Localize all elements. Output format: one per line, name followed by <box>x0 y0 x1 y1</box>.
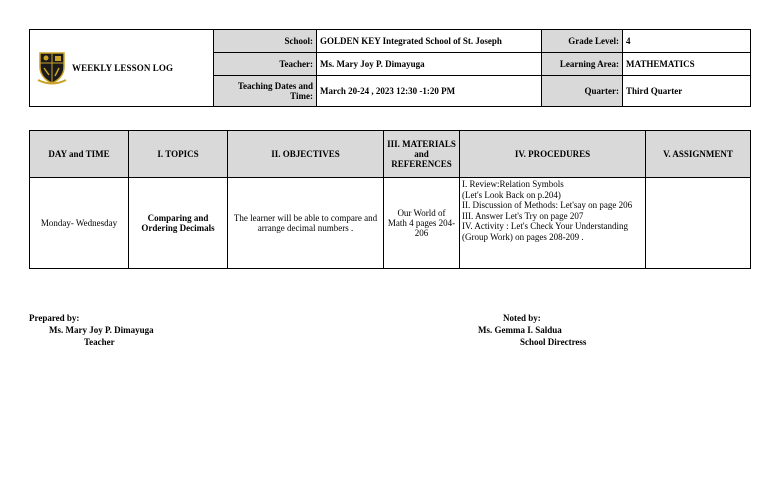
logo-cell <box>30 30 214 107</box>
table-header-row <box>30 131 751 178</box>
column-header: DAY and TIME <box>30 131 129 178</box>
prepared-by-block <box>29 312 154 348</box>
quarter-label: Quarter: <box>542 76 623 107</box>
column-header: V. ASSIGNMENT <box>646 131 751 178</box>
assignment-cell <box>646 178 751 269</box>
area-label: Learning Area: <box>542 53 623 76</box>
table-row <box>30 178 751 269</box>
lesson-table <box>29 130 751 269</box>
prepared-label: Prepared by: <box>29 313 80 323</box>
column-header: IV. PROCEDURES <box>460 131 646 178</box>
dates-label: Teaching Dates and Time: <box>214 76 317 107</box>
column-header: I. TOPICS <box>129 131 228 178</box>
column-header: III. MATERIALS and REFERENCES <box>384 131 460 178</box>
prepared-name: Ms. Mary Joy P. Dimayuga <box>49 325 154 335</box>
column-header: II. OBJECTIVES <box>228 131 384 178</box>
materials-cell: Our World of Math 4 pages 204-206 <box>384 178 460 269</box>
procedure-line: IV. Activity : Let's Check Your Understanding (Group Work) on pages 208-209 . <box>462 221 628 242</box>
procedure-line: (Let's Look Back on p.204) <box>462 189 561 200</box>
school-value: GOLDEN KEY Integrated School of St. Joseph <box>317 30 542 53</box>
procedure-line: II. Discussion of Methods: Let'say on page 206 <box>462 200 633 210</box>
teacher-label: Teacher: <box>214 53 317 76</box>
area-value: MATHEMATICS <box>623 53 751 76</box>
procedures-cell <box>460 178 646 269</box>
objective-cell: The learner will be able to compare and arrange decimal numbers . <box>228 178 384 269</box>
teacher-value: Ms. Mary Joy P. Dimayuga <box>317 53 542 76</box>
procedure-line: I. Review:Relation Symbols <box>462 179 564 189</box>
topic-cell: Comparing and Ordering Decimals <box>129 178 228 269</box>
school-seal-icon <box>37 51 67 85</box>
prepared-role: Teacher <box>84 337 115 347</box>
noted-by-block <box>478 312 586 348</box>
header-table <box>29 29 751 107</box>
noted-name: Ms. Gemma I. Saldua <box>478 325 562 335</box>
grade-value: 4 <box>623 30 751 53</box>
dates-value: March 20-24 , 2023 12:30 -1:20 PM <box>317 76 542 107</box>
grade-label: Grade Level: <box>542 30 623 53</box>
document-title: WEEKLY LESSON LOG <box>72 63 174 73</box>
procedure-line: III. Answer Let's Try on page 207 <box>462 210 584 221</box>
noted-label: Noted by: <box>503 313 541 323</box>
day-cell: Monday- Wednesday <box>30 178 129 269</box>
quarter-value: Third Quarter <box>623 76 751 107</box>
school-label: School: <box>214 30 317 53</box>
noted-role: School Directress <box>520 337 587 347</box>
